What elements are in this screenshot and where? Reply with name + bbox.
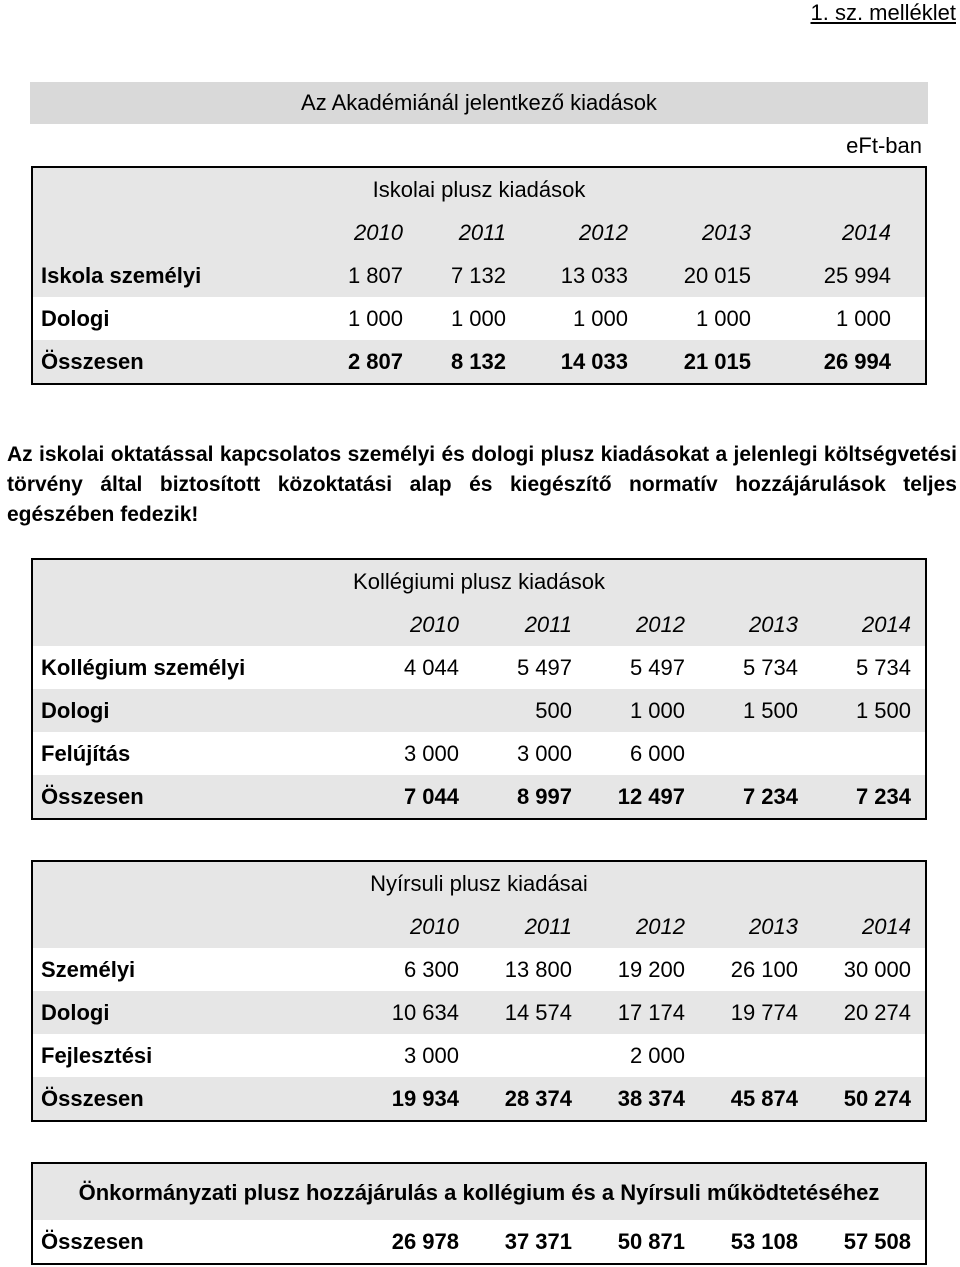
year-header: 2013	[749, 611, 798, 637]
table-cell: 7 132	[450, 262, 506, 288]
table-title: Kollégiumi plusz kiadások	[353, 568, 605, 594]
year-header: 2010	[410, 611, 459, 637]
table-cell: 8 997	[516, 783, 572, 809]
table-cell: 26 994	[823, 348, 891, 374]
table-cell: 21 015	[683, 348, 751, 374]
table-cell: 19 200	[617, 956, 685, 982]
table-cell: 7 234	[855, 783, 911, 809]
table-cell: 1 500	[742, 697, 798, 723]
table-cell: 7 234	[742, 783, 798, 809]
table-cell: 45 874	[730, 1085, 798, 1111]
table-title-row	[33, 560, 925, 603]
table-cell: 1 000	[835, 305, 891, 331]
table-cell: 26 100	[730, 956, 798, 982]
table-cell	[472, 1034, 572, 1077]
table-cell: 50 871	[617, 1228, 685, 1254]
row-label: Fejlesztési	[41, 1042, 153, 1068]
table-title-row	[33, 862, 925, 905]
table-row	[33, 732, 925, 775]
table-cell: 13 033	[560, 262, 628, 288]
row-label: Összesen	[41, 1085, 144, 1111]
year-header: 2014	[862, 611, 911, 637]
row-label: Felújítás	[41, 740, 131, 766]
table-cell: 53 108	[730, 1228, 798, 1254]
table-title: Önkormányzati plusz hozzájárulás a kollégium és a Nyírsuli működtetéséhez	[33, 1164, 925, 1220]
table-row	[33, 689, 925, 732]
table-cell: 1 000	[629, 697, 685, 723]
row-label: Iskola személyi	[41, 262, 202, 288]
year-header-row	[33, 211, 925, 254]
school-expenses-table	[31, 166, 927, 385]
table-cell: 14 574	[504, 999, 572, 1025]
table-cell: 10 634	[391, 999, 459, 1025]
table-cell: 3 000	[403, 740, 459, 766]
year-header: 2010	[410, 913, 459, 939]
table-cell: 500	[535, 697, 572, 723]
table-cell: 5 734	[742, 654, 798, 680]
table-cell: 20 015	[683, 262, 751, 288]
annex-label: 1. sz. melléklet	[810, 0, 956, 25]
table-cell	[811, 1034, 911, 1077]
table-cell: 26 978	[391, 1228, 459, 1254]
nyirsuli-expenses-table	[31, 860, 927, 1122]
table-cell	[698, 1034, 798, 1077]
table-row	[33, 297, 925, 340]
table-title-row	[33, 168, 925, 211]
table-row	[33, 991, 925, 1034]
main-title: Az Akadémiánál jelentkező kiadások	[30, 82, 928, 124]
total-row	[33, 775, 925, 818]
table-cell: 2 807	[347, 348, 403, 374]
table-cell: 12 497	[617, 783, 685, 809]
table-row	[33, 254, 925, 297]
table-cell: 50 274	[843, 1085, 911, 1111]
table-cell: 14 033	[560, 348, 628, 374]
year-header: 2013	[702, 219, 751, 245]
table-title: Nyírsuli plusz kiadásai	[370, 870, 588, 896]
row-label: Dologi	[41, 999, 110, 1025]
table-cell: 1 000	[347, 305, 403, 331]
year-header: 2011	[524, 611, 572, 637]
total-row	[33, 1220, 925, 1263]
table-cell: 25 994	[823, 262, 891, 288]
total-row	[33, 1077, 925, 1120]
table-row	[33, 646, 925, 689]
table-cell: 8 132	[450, 348, 506, 374]
year-header: 2010	[354, 219, 403, 245]
year-header: 2013	[749, 913, 798, 939]
year-header: 2012	[636, 611, 685, 637]
table-cell: 19 934	[391, 1085, 459, 1111]
table-cell: 1 807	[347, 262, 403, 288]
table-cell	[698, 732, 798, 775]
table-cell: 13 800	[504, 956, 572, 982]
table-cell: 30 000	[843, 956, 911, 982]
year-header: 2011	[458, 219, 506, 245]
table-cell: 17 174	[617, 999, 685, 1025]
table-cell: 1 000	[695, 305, 751, 331]
table-cell: 3 000	[516, 740, 572, 766]
year-header-row	[33, 905, 925, 948]
table-cell: 6 300	[403, 956, 459, 982]
table-cell: 28 374	[504, 1085, 572, 1111]
table-cell	[811, 732, 911, 775]
table-cell: 1 000	[572, 305, 628, 331]
table-cell: 38 374	[617, 1085, 685, 1111]
row-label: Összesen	[41, 1228, 144, 1254]
year-header: 2014	[842, 219, 891, 245]
table-cell: 1 500	[855, 697, 911, 723]
year-header: 2012	[579, 219, 628, 245]
table-cell: 37 371	[504, 1228, 572, 1254]
row-label: Kollégium személyi	[41, 654, 246, 680]
table-cell: 6 000	[629, 740, 685, 766]
note-paragraph: Az iskolai oktatással kapcsolatos személyi és dologi plusz kiadásokat a jelenlegi költségvetési törvény által biztosított közoktatási alap és kiegészítő normatív hozzájárulások teljes egészében fedezik!	[7, 443, 957, 526]
table-cell: 4 044	[403, 654, 459, 680]
table-cell: 5 734	[855, 654, 911, 680]
unit-label: eFt-ban	[846, 133, 922, 158]
dormitory-expenses-table	[31, 558, 927, 820]
total-row	[33, 340, 925, 383]
row-label: Dologi	[41, 697, 110, 723]
year-header: 2012	[636, 913, 685, 939]
table-cell: 3 000	[403, 1042, 459, 1068]
row-label: Összesen	[41, 783, 144, 809]
year-header: 2011	[524, 913, 572, 939]
table-title: Iskolai plusz kiadások	[372, 176, 586, 202]
row-label: Összesen	[41, 348, 144, 374]
year-header: 2014	[862, 913, 911, 939]
table-cell: 20 274	[843, 999, 911, 1025]
table-cell: 2 000	[629, 1042, 685, 1068]
row-label: Dologi	[41, 305, 110, 331]
year-header-row	[33, 603, 925, 646]
table-row	[33, 948, 925, 991]
table-cell: 5 497	[516, 654, 572, 680]
table-cell: 7 044	[403, 783, 459, 809]
row-label: Személyi	[41, 956, 136, 982]
municipal-contribution-table	[31, 1162, 927, 1265]
table-row	[33, 1034, 925, 1077]
table-cell: 19 774	[730, 999, 798, 1025]
table-cell: 57 508	[843, 1228, 911, 1254]
table-cell: 5 497	[629, 654, 685, 680]
table-cell	[359, 689, 459, 732]
table-cell: 1 000	[450, 305, 506, 331]
